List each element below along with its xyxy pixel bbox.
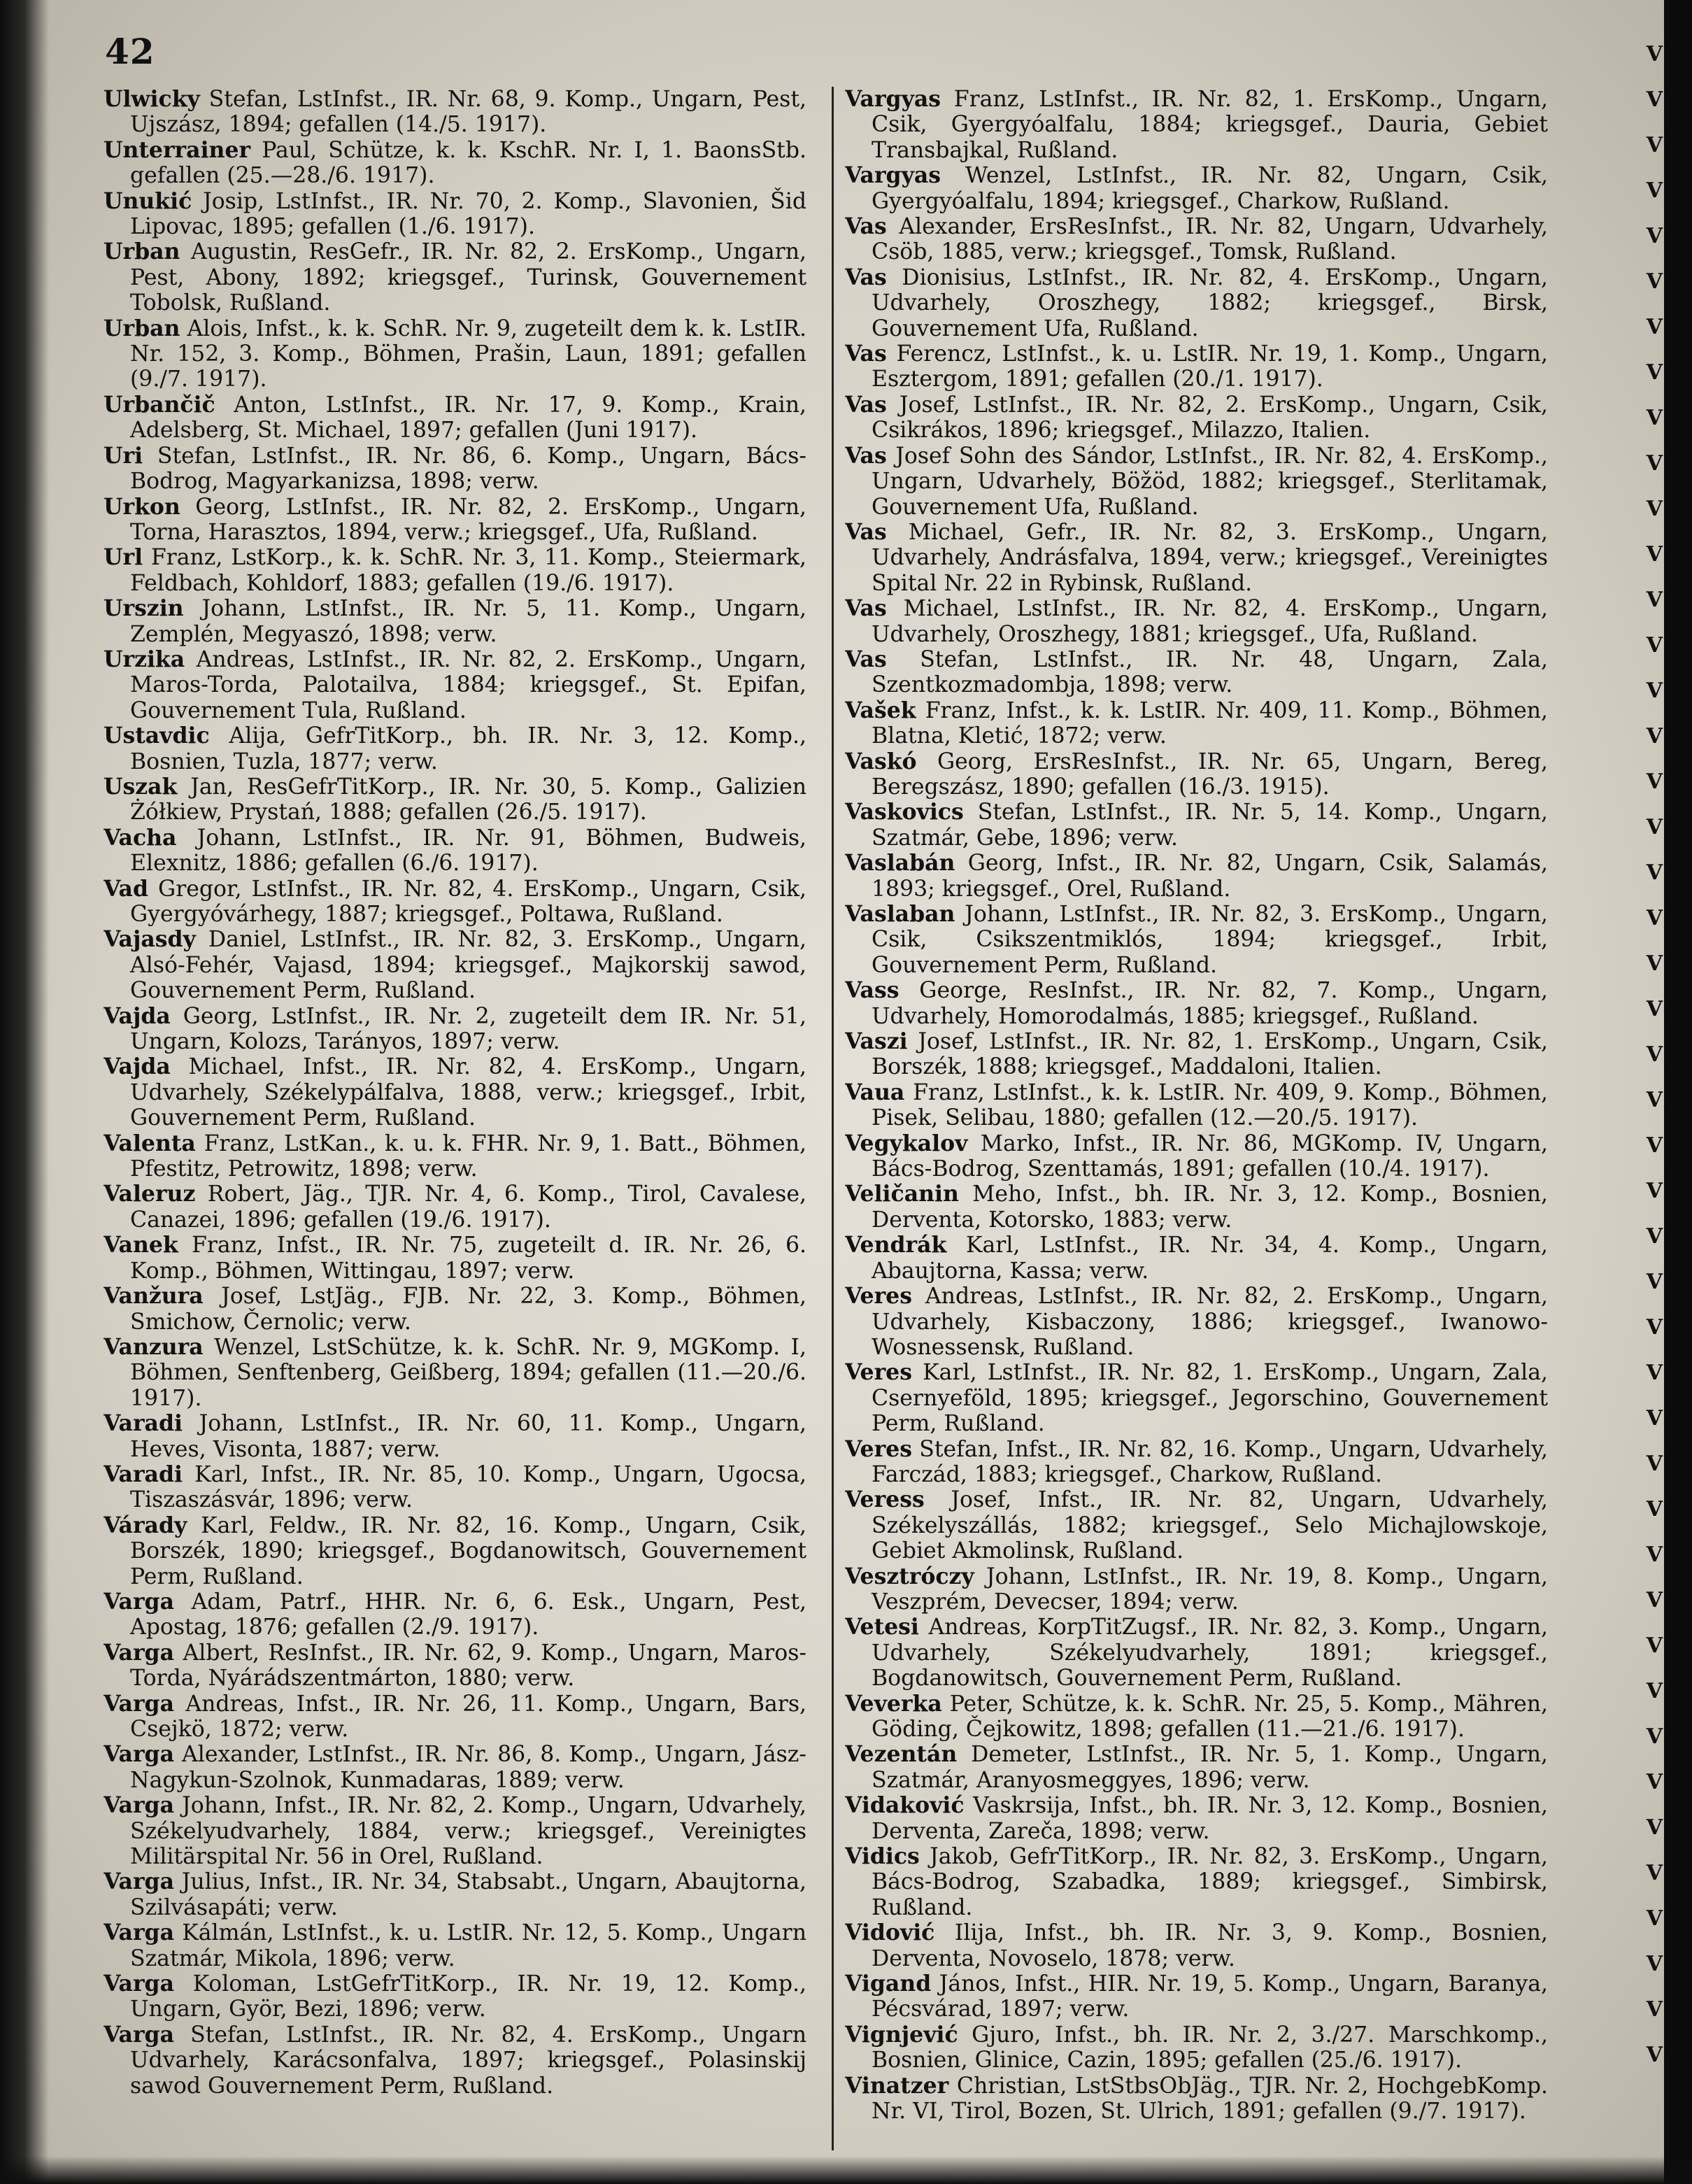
entry-surname: Varga bbox=[104, 1920, 174, 1946]
entry-surname: Unterrainer bbox=[104, 136, 251, 163]
entry-details: Koloman, LstGefrTitKorp., IR. Nr. 19, 12. Komp., Ungarn, Györ, Bezi, 1896; verw. bbox=[130, 1971, 806, 2022]
entry-details: Vaskrsija, Infst., bh. IR. Nr. 3, 12. Komp., Bosnien, Derventa, Zareča, 1898; verw. bbox=[872, 1793, 1548, 1844]
entry-details: János, Infst., HIR. Nr. 19, 5. Komp., Ungarn, Baranya, Pécsvárad, 1897; verw. bbox=[872, 1971, 1548, 2022]
entry-details: Andreas, KorpTitZugsf., IR. Nr. 82, 3. Komp., Ungarn, Udvarhely, Székelyudvarhely, 1891; kriegsgef., Bogdanowitsch, Gouvernement Perm, Rußland. bbox=[872, 1615, 1548, 1692]
casualty-entry bbox=[104, 1692, 806, 1743]
casualty-entry bbox=[845, 1437, 1548, 1488]
casualty-entry bbox=[845, 1971, 1548, 2022]
entry-surname: Vas bbox=[845, 341, 887, 367]
entry-surname: Veličanin bbox=[845, 1181, 959, 1207]
entry-surname: Vaua bbox=[845, 1079, 905, 1105]
entry-details: Robert, Jäg., TJR. Nr. 4, 6. Komp., Tirol, Cavalese, Canazei, 1896; gefallen (19./6. 1917). bbox=[130, 1182, 806, 1233]
casualty-entry bbox=[845, 1233, 1548, 1284]
margin-letter: V bbox=[1646, 451, 1663, 476]
entry-details: Stefan, LstInfst., IR. Nr. 48, Ungarn, Zala, Szentkozmadombja, 1898; verw. bbox=[872, 646, 1548, 698]
margin-letter: V bbox=[1646, 1224, 1663, 1249]
entry-details: Johann, LstInfst., IR. Nr. 82, 3. ErsKomp., Ungarn, Csik, Csikszentmiklós, 1894; kriegsgef., Irbit, Gouvernement Perm, Rußland. bbox=[872, 902, 1548, 978]
entry-details: Albert, ResInfst., IR. Nr. 62, 9. Komp., Ungarn, Maros-Torda, Nyárádszentmárton, 1880; verw. bbox=[130, 1640, 806, 1692]
entry-surname: Vanžura bbox=[104, 1283, 204, 1310]
casualty-entry bbox=[845, 698, 1548, 749]
entry-surname: Vašek bbox=[845, 697, 916, 723]
entry-details: Johann, Infst., IR. Nr. 82, 2. Komp., Ungarn, Udvarhely, Székelyudvarhely, 1884, verw.; kriegsgef., Vereinigtes Militärspital Nr. 56 in Orel, Rußland. bbox=[130, 1793, 806, 1870]
casualty-entry bbox=[104, 1462, 806, 1513]
entry-details: Adam, Patrf., HHR. Nr. 6, 6. Esk., Ungarn, Pest, Apostag, 1876; gefallen (2./9. 1917). bbox=[130, 1589, 806, 1640]
casualty-entry bbox=[845, 647, 1548, 698]
entry-surname: Varga bbox=[104, 1869, 174, 1895]
entry-details: Christian, LstStbsObJäg., TJR. Nr. 2, HochgebKomp. Nr. VI, Tirol, Bozen, St. Ulrich, 1891; gefallen (9./7. 1917). bbox=[872, 2073, 1548, 2125]
entry-surname: Uszak bbox=[104, 773, 178, 800]
margin-letter: V bbox=[1646, 633, 1663, 658]
entry-details: Gjuro, Infst., bh. IR. Nr. 2, 3./27. Marschkomp., Bosnien, Glinice, Cazin, 1895; gefallen (25./6. 1917). bbox=[872, 2022, 1548, 2073]
entry-details: Georg, LstInfst., IR. Nr. 2, zugeteilt dem IR. Nr. 51, Ungarn, Kolozs, Tarányos, 1897; verw. bbox=[130, 1003, 806, 1055]
entry-surname: Veres bbox=[845, 1283, 912, 1310]
entry-details: Julius, Infst., IR. Nr. 34, Stabsabt., Ungarn, Abaujtorna, Szilvásapáti; verw. bbox=[130, 1869, 806, 1920]
casualty-entry bbox=[845, 851, 1548, 902]
casualty-entry bbox=[104, 392, 806, 444]
margin-letter: V bbox=[1646, 815, 1663, 839]
entry-details: Stefan, LstInfst., IR. Nr. 86, 6. Komp., Ungarn, Bács-Bodrog, Magyarkanizsa, 1898; verw. bbox=[130, 443, 806, 495]
entry-details: Karl, LstInfst., IR. Nr. 34, 4. Komp., Ungarn, Abaujtorna, Kassa; verw. bbox=[872, 1233, 1548, 1284]
entry-details: Michael, Gefr., IR. Nr. 82, 3. ErsKomp., Ungarn, Udvarhely, Andrásfalva, 1894, verw.; kriegsgef., Vereinigtes Spital Nr. 22 in Rybinsk, Rußland. bbox=[872, 519, 1548, 596]
entry-details: Andreas, LstInfst., IR. Nr. 82, 2. ErsKomp., Ungarn, Maros-Torda, Palotailva, 1884; kriegsgef., St. Epifan, Gouvernement Tula, Rußland. bbox=[130, 646, 806, 723]
entry-details: Franz, Infst., k. k. LstIR. Nr. 409, 11. Komp., Böhmen, Blatna, Kletić, 1872; verw. bbox=[872, 697, 1548, 749]
entry-surname: Varga bbox=[104, 1639, 174, 1666]
margin-letter: V bbox=[1646, 2043, 1663, 2067]
entry-surname: Vaslaban bbox=[845, 901, 955, 927]
entry-surname: Veress bbox=[845, 1487, 925, 1513]
casualty-entry bbox=[845, 902, 1548, 978]
margin-letter: V bbox=[1646, 1815, 1663, 1840]
entry-surname: Vas bbox=[845, 595, 887, 622]
entry-surname: Vidaković bbox=[845, 1792, 965, 1819]
entry-details: Johann, LstInfst., IR. Nr. 91, Böhmen, Budweis, Elexnitz, 1886; gefallen (6./6. 1917). bbox=[130, 825, 806, 877]
entry-details: Franz, LstInfst., k. k. LstIR. Nr. 409, 9. Komp., Böhmen, Pisek, Selibau, 1880; gefallen (12.—20./5. 1917). bbox=[872, 1079, 1548, 1131]
casualty-entry bbox=[104, 1054, 806, 1130]
entry-details: Franz, LstKan., k. u. k. FHR. Nr. 9, 1. Batt., Böhmen, Pfestitz, Petrowitz, 1898; verw. bbox=[130, 1130, 806, 1182]
casualty-entry bbox=[104, 495, 806, 546]
casualty-entry bbox=[104, 189, 806, 240]
entry-surname: Vajasdy bbox=[104, 926, 196, 953]
entry-details: Peter, Schütze, k. k. SchR. Nr. 25, 5. Komp., Mähren, Göding, Čejkowitz, 1898; gefallen (11.—21./6. 1917). bbox=[872, 1691, 1548, 1742]
margin-letter: V bbox=[1646, 1724, 1663, 1749]
casualty-entry bbox=[845, 392, 1548, 444]
casualty-entry bbox=[845, 1487, 1548, 1563]
margin-letter: V bbox=[1646, 42, 1663, 66]
entry-surname: Valenta bbox=[104, 1130, 196, 1156]
margin-letter: V bbox=[1646, 906, 1663, 930]
right-column bbox=[845, 87, 1548, 2157]
entry-details: Anton, LstInfst., IR. Nr. 17, 9. Komp., Krain, Adelsberg, St. Michael, 1897; gefallen (Juni 1917). bbox=[130, 392, 806, 444]
entry-details: Stefan, LstInfst., IR. Nr. 82, 4. ErsKomp., Ungarn Udvarhely, Karácsonfalva, 1897; kriegsgef., Polasinskij sawod Gouvernement Perm, Rußland. bbox=[130, 2022, 806, 2099]
entry-surname: Urban bbox=[104, 315, 180, 341]
entry-surname: Varga bbox=[104, 1588, 174, 1615]
entry-surname: Veres bbox=[845, 1435, 912, 1462]
casualty-entry bbox=[104, 1589, 806, 1640]
entry-surname: Vegykalov bbox=[845, 1130, 968, 1156]
entry-details: Wenzel, LstSchütze, k. k. SchR. Nr. 9, MGKomp. I, Böhmen, Senftenberg, Geißberg, 1894; gefallen (11.—20./6. 1917). bbox=[130, 1334, 806, 1411]
entry-surname: Vetesi bbox=[845, 1614, 919, 1640]
casualty-entry bbox=[845, 596, 1548, 647]
margin-letter: V bbox=[1646, 315, 1663, 339]
entry-details: Wenzel, LstInfst., IR. Nr. 82, Ungarn, Csik, Gyergyóalfalu, 1894; kriegsgef., Charkow, Rußland. bbox=[872, 163, 1548, 214]
casualty-entry bbox=[104, 1742, 806, 1793]
casualty-entry bbox=[845, 2073, 1548, 2125]
margin-letter: V bbox=[1646, 770, 1663, 794]
entry-details: Johann, LstInfst., IR. Nr. 19, 8. Komp., Ungarn, Veszprém, Devecser, 1894; verw. bbox=[872, 1563, 1548, 1615]
margin-letter: V bbox=[1646, 178, 1663, 203]
margin-letter: V bbox=[1646, 1133, 1663, 1158]
entry-surname: Varga bbox=[104, 1971, 174, 1997]
entry-details: Ferencz, LstInfst., k. u. LstIR. Nr. 19, 1. Komp., Ungarn, Esztergom, 1891; gefallen (20./1. 1917). bbox=[872, 341, 1548, 392]
casualty-entry bbox=[104, 1284, 806, 1335]
margin-letter: V bbox=[1646, 1861, 1663, 1885]
casualty-entry bbox=[104, 1004, 806, 1055]
entry-surname: Vas bbox=[845, 264, 887, 290]
entry-details: Josef, Infst., IR. Nr. 82, Ungarn, Udvarhely, Székelyszállás, 1882; kriegsgef., Selo Michajlowskoje, Gebiet Akmolinsk, Rußland. bbox=[872, 1487, 1548, 1564]
margin-letter: V bbox=[1646, 1906, 1663, 1931]
casualty-entry bbox=[104, 596, 806, 647]
entry-details: Karl, Infst., IR. Nr. 85, 10. Komp., Ungarn, Ugocsa, Tiszaszásvár, 1896; verw. bbox=[130, 1461, 806, 1513]
casualty-entry bbox=[845, 1692, 1548, 1743]
entry-surname: Vendrák bbox=[845, 1232, 947, 1258]
entry-details: Franz, LstKorp., k. k. SchR. Nr. 3, 11. Komp., Steiermark, Feldbach, Kohldorf, 1883; gefallen (19./6. 1917). bbox=[130, 545, 806, 596]
entry-details: Josef, LstInfst., IR. Nr. 82, 2. ErsKomp., Ungarn, Csik, Csikrákos, 1896; kriegsgef., Milazzo, Italien. bbox=[872, 392, 1548, 444]
margin-letter: V bbox=[1646, 860, 1663, 885]
entry-surname: Vinatzer bbox=[845, 2072, 949, 2099]
entry-details: Kálmán, LstInfst., k. u. LstIR. Nr. 12, 5. Komp., Ungarn Szatmár, Mikola, 1896; verw. bbox=[130, 1920, 806, 1971]
entry-surname: Vezentán bbox=[845, 1741, 958, 1768]
entry-surname: Vass bbox=[845, 977, 900, 1004]
casualty-entry bbox=[104, 1182, 806, 1233]
casualty-entry bbox=[845, 1131, 1548, 1182]
entry-details: Marko, Infst., IR. Nr. 86, MGKomp. IV, Ungarn, Bács-Bodrog, Szenttamás, 1891; gefallen (10./4. 1917). bbox=[872, 1130, 1548, 1182]
margin-letter: V bbox=[1646, 1588, 1663, 1612]
entry-details: Alija, GefrTitKorp., bh. IR. Nr. 3, 12. Komp., Bosnien, Tuzla, 1877; verw. bbox=[130, 723, 806, 774]
margin-letter: V bbox=[1646, 1952, 1663, 1976]
casualty-entry bbox=[104, 239, 806, 315]
entry-details: Josip, LstInfst., IR. Nr. 70, 2. Komp., Slavonien, Šid Lipovac, 1895; gefallen (1./6. 1917). bbox=[130, 188, 806, 240]
casualty-entry bbox=[845, 978, 1548, 1029]
entry-surname: Veres bbox=[845, 1359, 912, 1386]
page-number: 42 bbox=[105, 31, 155, 72]
entry-details: Johann, LstInfst., IR. Nr. 60, 11. Komp., Ungarn, Heves, Visonta, 1887; verw. bbox=[130, 1411, 806, 1462]
entry-surname: Varga bbox=[104, 1792, 174, 1819]
casualty-entry bbox=[104, 87, 806, 138]
page-edge-left bbox=[0, 0, 49, 2184]
entry-details: Georg, ErsResInfst., IR. Nr. 65, Ungarn, Bereg, Beregszász, 1890; gefallen (16./3. 1915). bbox=[872, 749, 1548, 800]
entry-details: Meho, Infst., bh. IR. Nr. 3, 12. Komp., Bosnien, Derventa, Kotorsko, 1883; verw. bbox=[872, 1182, 1548, 1233]
entry-surname: Varga bbox=[104, 1690, 174, 1717]
entry-details: Franz, Infst., IR. Nr. 75, zugeteilt d. IR. Nr. 26, 6. Komp., Böhmen, Wittingau, 1897; verw. bbox=[130, 1233, 806, 1284]
entry-surname: Vad bbox=[104, 875, 148, 902]
entry-details: Alois, Infst., k. k. SchR. Nr. 9, zugeteilt dem k. k. LstIR. Nr. 152, 3. Komp., Böhmen, Prašin, Laun, 1891; gefallen (9./7. 1917). bbox=[130, 315, 806, 392]
entry-details: Paul, Schütze, k. k. KschR. Nr. I, 1. BaonsStb. gefallen (25.—28./6. 1917). bbox=[130, 137, 806, 189]
entry-details: Stefan, LstInfst., IR. Nr. 68, 9. Komp., Ungarn, Pest, Ujszász, 1894; gefallen (14./5. 1917). bbox=[130, 87, 806, 138]
casualty-entry bbox=[104, 138, 806, 189]
margin-letter: V bbox=[1646, 1088, 1663, 1112]
casualty-entry bbox=[845, 87, 1548, 163]
entry-surname: Várady bbox=[104, 1512, 187, 1538]
left-column bbox=[104, 87, 806, 2157]
entry-surname: Varga bbox=[104, 2021, 174, 2048]
casualty-entry bbox=[104, 545, 806, 596]
entry-surname: Valeruz bbox=[104, 1181, 196, 1207]
margin-letter: V bbox=[1646, 269, 1663, 294]
margin-letter: V bbox=[1646, 1997, 1663, 2022]
entry-surname: Urkon bbox=[104, 493, 180, 520]
entry-details: Jakob, GefrTitKorp., IR. Nr. 82, 3. ErsKomp., Ungarn, Bács-Bodrog, Szabadka, 1889; kriegsgef., Simbirsk, Rußland. bbox=[872, 1844, 1548, 1920]
casualty-entry bbox=[104, 825, 806, 877]
casualty-entry bbox=[845, 800, 1548, 851]
entry-surname: Vesztróczy bbox=[845, 1563, 974, 1589]
casualty-entry bbox=[104, 1513, 806, 1589]
casualty-entry bbox=[845, 2022, 1548, 2073]
entry-details: Georg, Infst., IR. Nr. 82, Ungarn, Csik, Salamás, 1893; kriegsgef., Orel, Rußland. bbox=[872, 851, 1548, 902]
entry-details: Alexander, ErsResInfst., IR. Nr. 82, Ungarn, Udvarhely, Csöb, 1885, verw.; kriegsgef., Tomsk, Rußland. bbox=[872, 214, 1548, 265]
entry-surname: Vas bbox=[845, 646, 887, 672]
entry-surname: Vas bbox=[845, 442, 887, 469]
margin-letter: V bbox=[1646, 1270, 1663, 1294]
casualty-entry bbox=[845, 1182, 1548, 1233]
margin-letter: V bbox=[1646, 1497, 1663, 1522]
casualty-entry bbox=[104, 877, 806, 928]
entry-details: Augustin, ResGefr., IR. Nr. 82, 2. ErsKomp., Ungarn, Pest, Abony, 1892; kriegsgef., Turinsk, Gouvernement Tobolsk, Rußland. bbox=[130, 239, 806, 316]
entry-surname: Vajda bbox=[104, 1054, 171, 1080]
entry-details: Alexander, LstInfst., IR. Nr. 86, 8. Komp., Ungarn, Jász-Nagykun-Szolnok, Kunmadaras, 1889; verw. bbox=[130, 1742, 806, 1793]
margin-letter: V bbox=[1646, 679, 1663, 703]
casualty-entry bbox=[845, 520, 1548, 596]
casualty-entry bbox=[104, 1411, 806, 1462]
entry-surname: Vanek bbox=[104, 1232, 178, 1258]
entry-surname: Vas bbox=[845, 213, 887, 240]
entry-surname: Urszin bbox=[104, 595, 184, 622]
entry-surname: Vaszi bbox=[845, 1028, 908, 1055]
casualty-entry bbox=[845, 1742, 1548, 1793]
entry-details: Daniel, LstInfst., IR. Nr. 82, 3. ErsKomp., Ungarn, Alsó-Fehér, Vajasd, 1894; kriegsgef., Majkorskij sawod, Gouvernement Perm, Rußland. bbox=[130, 927, 806, 1004]
entry-details: Jan, ResGefrTitKorp., IR. Nr. 30, 5. Komp., Galizien Żółkiew, Prystań, 1888; gefallen (26./5. 1917). bbox=[130, 774, 806, 825]
casualty-entry bbox=[104, 774, 806, 825]
casualty-entry bbox=[845, 163, 1548, 214]
margin-letter: V bbox=[1646, 1679, 1663, 1703]
entry-surname: Vacha bbox=[104, 824, 177, 851]
adjacent-page-margin-letters bbox=[1644, 42, 1664, 2141]
casualty-entry bbox=[845, 1029, 1548, 1080]
entry-surname: Urban bbox=[104, 239, 180, 265]
casualty-entry bbox=[845, 1920, 1548, 1971]
casualty-entry bbox=[104, 927, 806, 1003]
entry-details: Demeter, LstInfst., IR. Nr. 5, 1. Komp., Ungarn, Szatmár, Aranyosmeggyes, 1896; verw. bbox=[872, 1742, 1548, 1793]
entry-details: Karl, Feldw., IR. Nr. 82, 16. Komp., Ungarn, Csik, Borszék, 1890; kriegsgef., Bogdanowitsch, Gouvernement Perm, Rußland. bbox=[130, 1512, 806, 1589]
entry-details: Josef, LstJäg., FJB. Nr. 22, 3. Komp., Böhmen, Smichow, Černolic; verw. bbox=[130, 1284, 806, 1335]
margin-letter: V bbox=[1646, 724, 1663, 749]
casualty-entry bbox=[845, 1284, 1548, 1360]
entry-details: Ilija, Infst., bh. IR. Nr. 3, 9. Komp., Bosnien, Derventa, Novoselo, 1878; verw. bbox=[872, 1920, 1548, 1971]
casualty-entry bbox=[845, 265, 1548, 341]
margin-letter: V bbox=[1646, 497, 1663, 521]
margin-letter: V bbox=[1646, 1179, 1663, 1203]
margin-letter: V bbox=[1646, 1315, 1663, 1340]
casualty-entry bbox=[845, 1844, 1548, 1920]
margin-letter: V bbox=[1646, 406, 1663, 430]
entry-surname: Vidics bbox=[845, 1843, 920, 1870]
entry-details: Andreas, Infst., IR. Nr. 26, 11. Komp., Ungarn, Bars, Csejkö, 1872; verw. bbox=[130, 1691, 806, 1742]
entry-surname: Vas bbox=[845, 391, 887, 418]
entry-surname: Urbančič bbox=[104, 391, 215, 418]
entry-surname: Unukić bbox=[104, 187, 192, 214]
entry-details: Josef, LstInfst., IR. Nr. 82, 1. ErsKomp., Ungarn, Csik, Borszék, 1888; kriegsgef., Maddaloni, Italien. bbox=[872, 1029, 1548, 1080]
entry-details: Andreas, LstInfst., IR. Nr. 82, 2. ErsKomp., Ungarn, Udvarhely, Kisbaczony, 1886; kriegsgef., Iwanowo-Wosnessensk, Rußland. bbox=[872, 1284, 1548, 1360]
entry-surname: Vanzura bbox=[104, 1333, 204, 1360]
margin-letter: V bbox=[1646, 951, 1663, 976]
casualty-entry bbox=[845, 1793, 1548, 1844]
entry-surname: Varadi bbox=[104, 1410, 183, 1437]
entry-surname: Ustavdic bbox=[104, 723, 210, 749]
entry-surname: Url bbox=[104, 544, 143, 571]
entry-details: Georg, LstInfst., IR. Nr. 82, 2. ErsKomp., Ungarn, Torna, Harasztos, 1894, verw.; kriegsgef., Ufa, Rußland. bbox=[130, 494, 806, 545]
entry-surname: Vas bbox=[845, 518, 887, 545]
entry-details: Dionisius, LstInfst., IR. Nr. 82, 4. ErsKomp., Ungarn, Udvarhely, Oroszhegy, 1882; kriegsgef., Birsk, Gouvernement Ufa, Rußland. bbox=[872, 264, 1548, 341]
casualty-entry bbox=[104, 2022, 806, 2099]
margin-letter: V bbox=[1646, 1543, 1663, 1567]
entry-surname: Vignjević bbox=[845, 2021, 958, 2048]
casualty-entry bbox=[845, 341, 1548, 392]
casualty-entry bbox=[104, 647, 806, 723]
margin-letter: V bbox=[1646, 1770, 1663, 1794]
casualty-entry bbox=[104, 1920, 806, 1971]
entry-surname: Ulwicky bbox=[104, 87, 200, 112]
casualty-entry bbox=[845, 214, 1548, 265]
entry-details: Josef Sohn des Sándor, LstInfst., IR. Nr. 82, 4. ErsKomp., Ungarn, Udvarhely, Böžöd, 1882; kriegsgef., Sterlitamak, Gouvernement Ufa, Rußland. bbox=[872, 443, 1548, 520]
entry-surname: Vaskó bbox=[845, 748, 917, 774]
entry-details: Michael, LstInfst., IR. Nr. 82, 4. ErsKomp., Ungarn, Udvarhely, Oroszhegy, 1881; kriegsgef., Ufa, Rußland. bbox=[872, 596, 1548, 647]
casualty-entry bbox=[104, 1335, 806, 1411]
entry-surname: Urzika bbox=[104, 646, 185, 672]
casualty-entry bbox=[104, 1640, 806, 1692]
entry-details: Karl, LstInfst., IR. Nr. 82, 1. ErsKomp., Ungarn, Zala, Csernyeföld, 1895; kriegsgef., Jegorschino, Gouvernement Perm, Rußland. bbox=[872, 1360, 1548, 1437]
page-edge-right bbox=[1664, 0, 1692, 2184]
entry-details: Franz, LstInfst., IR. Nr. 82, 1. ErsKomp., Ungarn, Csik, Gyergyóalfalu, 1884; kriegsgef., Dauria, Gebiet Transbajkal, Rußland. bbox=[872, 87, 1548, 163]
entry-details: Michael, Infst., IR. Nr. 82, 4. ErsKomp., Ungarn, Udvarhely, Székelypálfalva, 1888, verw.; kriegsgef., Irbit, Gouvernement Perm, Rußland. bbox=[130, 1054, 806, 1131]
column-divider bbox=[832, 87, 834, 2150]
entry-details: Gregor, LstInfst., IR. Nr. 82, 4. ErsKomp., Ungarn, Csik, Gyergyóvárhegy, 1887; kriegsgef., Poltawa, Rußland. bbox=[130, 876, 806, 927]
casualty-entry bbox=[845, 1564, 1548, 1615]
margin-letter: V bbox=[1646, 1452, 1663, 1476]
entry-surname: Veverka bbox=[845, 1690, 942, 1717]
entry-surname: Vidović bbox=[845, 1920, 935, 1946]
margin-letter: V bbox=[1646, 588, 1663, 612]
entry-surname: Vajda bbox=[104, 1002, 171, 1029]
margin-letter: V bbox=[1646, 1406, 1663, 1431]
margin-letter: V bbox=[1646, 87, 1663, 112]
casualty-entry bbox=[104, 1131, 806, 1182]
entry-surname: Uri bbox=[104, 442, 143, 469]
margin-letter: V bbox=[1646, 997, 1663, 1021]
entry-surname: Vaskovics bbox=[845, 799, 964, 825]
casualty-entry bbox=[104, 723, 806, 774]
casualty-entry bbox=[845, 1360, 1548, 1436]
entry-details: Stefan, Infst., IR. Nr. 82, 16. Komp., Ungarn, Udvarhely, Farczád, 1883; kriegsgef., Charkow, Rußland. bbox=[872, 1436, 1548, 1487]
casualty-entry bbox=[845, 749, 1548, 800]
entry-details: George, ResInfst., IR. Nr. 82, 7. Komp., Ungarn, Udvarhely, Homorodalmás, 1885; kriegsgef., Rußland. bbox=[872, 978, 1548, 1029]
page-edge-bottom bbox=[0, 2156, 1692, 2184]
casualty-entry bbox=[104, 316, 806, 392]
entry-surname: Vigand bbox=[845, 1971, 932, 1997]
casualty-entry bbox=[104, 444, 806, 495]
casualty-entry bbox=[845, 1615, 1548, 1691]
entry-details: Johann, LstInfst., IR. Nr. 5, 11. Komp., Ungarn, Zemplén, Megyaszó, 1898; verw. bbox=[130, 596, 806, 647]
margin-letter: V bbox=[1646, 542, 1663, 567]
margin-letter: V bbox=[1646, 1361, 1663, 1385]
entry-surname: Varga bbox=[104, 1741, 174, 1768]
margin-letter: V bbox=[1646, 133, 1663, 157]
casualty-entry bbox=[104, 1233, 806, 1284]
casualty-entry bbox=[104, 1793, 806, 1869]
casualty-entry bbox=[104, 1971, 806, 2022]
margin-letter: V bbox=[1646, 224, 1663, 248]
margin-letter: V bbox=[1646, 360, 1663, 385]
entry-surname: Vargyas bbox=[845, 87, 941, 112]
margin-letter: V bbox=[1646, 1633, 1663, 1658]
entry-surname: Vargyas bbox=[845, 162, 941, 189]
entry-surname: Varadi bbox=[104, 1461, 183, 1487]
casualty-entry bbox=[104, 1869, 806, 1920]
casualty-entry bbox=[845, 1080, 1548, 1131]
casualty-entry bbox=[845, 444, 1548, 520]
entry-surname: Vaslabán bbox=[845, 850, 955, 877]
margin-letter: V bbox=[1646, 1042, 1663, 1067]
entry-details: Stefan, LstInfst., IR. Nr. 5, 14. Komp., Ungarn, Szatmár, Gebe, 1896; verw. bbox=[872, 800, 1548, 851]
